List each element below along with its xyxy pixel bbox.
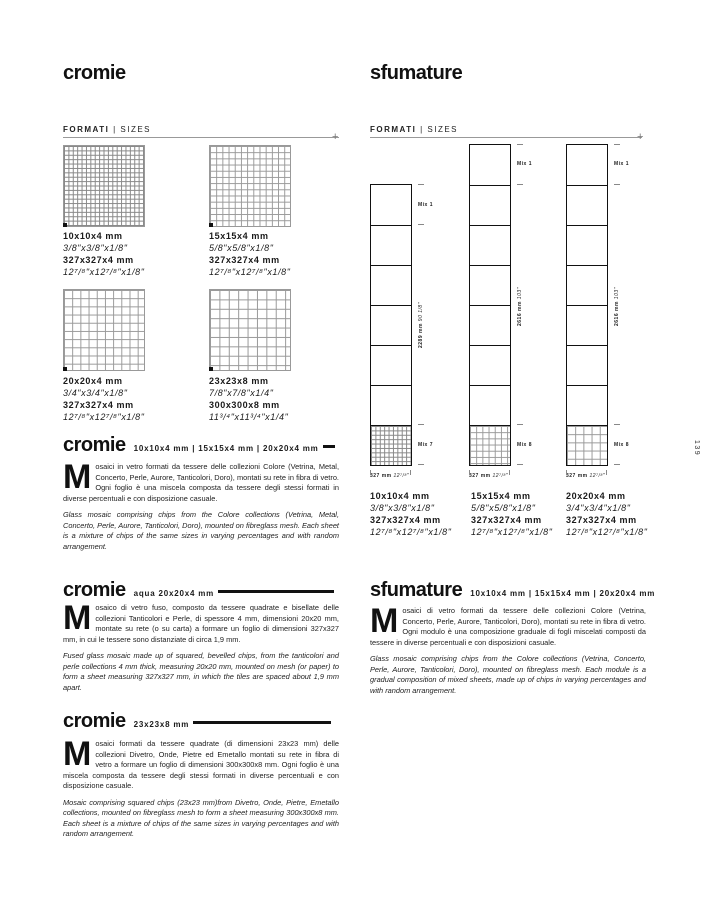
strip-segment bbox=[470, 185, 510, 186]
corner-marker bbox=[63, 367, 67, 371]
spec-line: 12⁷/⁸"x12⁷/⁸"x1/8" bbox=[471, 527, 553, 537]
spec-line: 5/8"x5/8"x1/8" bbox=[209, 243, 274, 253]
spec-line: 3/8"x3/8"x1/8" bbox=[63, 243, 128, 253]
right-sizes-rule bbox=[370, 137, 642, 138]
spec-10x10 bbox=[63, 230, 145, 278]
strip-segment bbox=[567, 225, 607, 226]
corner-marker bbox=[63, 223, 67, 227]
heading-bar bbox=[323, 445, 335, 448]
spec-line: 10x10x4 mm bbox=[63, 231, 123, 241]
english-text: Glass mosaic comprising chips from the Colore collections (Vetrina, Concerto, Perle, Aurore, Tanticolori, Doro), mounted on fibreglass mesh. Each module is a gradual composition of mixed sheets, made up of chips in varying percentages and with random arrangement. bbox=[370, 654, 646, 695]
dimension-tick bbox=[517, 464, 523, 465]
heading-bar bbox=[218, 590, 334, 593]
spec-line: 327x327x4 mm bbox=[471, 515, 542, 525]
dropcap: M bbox=[63, 735, 92, 773]
spec-line: 10x10x4 mm bbox=[370, 491, 430, 501]
strip-segment bbox=[371, 385, 411, 386]
english-text: Fused glass mosaic made up of squared, bevelled chips, from the tanticolori and perle collections 4 mm thick, measuring 20x20 mm, mounted on mesh (or paper) to form a sheet measuring 327x327 mm, in which the tiles are spaced about 1,9 mm apart. bbox=[63, 651, 339, 692]
sizes-label-separator: | bbox=[420, 125, 424, 134]
spec-line: 7/8"x7/8"x1/4" bbox=[209, 388, 274, 398]
strip-spec-15x15 bbox=[471, 490, 553, 538]
height-dimension bbox=[614, 287, 620, 326]
width-in: 12⁷/⁸" bbox=[492, 473, 509, 479]
dimension-tick bbox=[418, 424, 424, 425]
italian-text: osaici in vetro formati da tessere delle collezioni Colore (Vetrina, Metal, Concerto, Perle, Aurore, Tanticolori, Doro), montati su rete in fibra di vetro. Ogni foglio è una miscela composta da tessere degli stessi formati in diverse percentuali e con disposizione casuale. bbox=[63, 462, 339, 503]
section-cromie-heading bbox=[63, 434, 335, 457]
height-dimension bbox=[517, 287, 523, 326]
strip-segment bbox=[470, 345, 510, 346]
mix-top-label: Mix 1 bbox=[517, 161, 533, 167]
dimension-line bbox=[469, 470, 470, 475]
section-title: cromie bbox=[63, 710, 126, 732]
width-mm: 327 mm bbox=[469, 473, 491, 479]
spec-line: 327x327x4 mm bbox=[63, 400, 134, 410]
spec-line: 300x300x8 mm bbox=[209, 400, 280, 410]
swatch-23x23 bbox=[209, 289, 291, 371]
spec-line: 12⁷/⁸"x12⁷/⁸"x1/8" bbox=[566, 527, 648, 537]
spec-line: 3/8"x3/8"x1/8" bbox=[370, 503, 435, 513]
width-dimension bbox=[370, 473, 409, 479]
spec-line: 15x15x4 mm bbox=[471, 491, 531, 501]
english-text: Mosaic comprising squared chips (23x23 mm)from Divetro, Onde, Pietre, Emetallo collections, mounted on fibreglass mesh to form a sheet measuring 300x300x8 mm. Each sheet is a mixture of chips of the same sizes in varying percentages and with random arrangement. bbox=[63, 797, 339, 838]
swatch-10x10 bbox=[63, 145, 145, 227]
dimension-line bbox=[370, 470, 371, 475]
dimension-line bbox=[606, 470, 607, 475]
strip-segment bbox=[470, 225, 510, 226]
height-in: 103" bbox=[517, 287, 523, 300]
height-in: 103" bbox=[614, 287, 620, 300]
strip-segment bbox=[567, 185, 607, 186]
strip-segment bbox=[567, 385, 607, 386]
strip-sample-grid bbox=[371, 425, 411, 465]
swatch-15x15 bbox=[209, 145, 291, 227]
strip-segment bbox=[371, 345, 411, 346]
section-subtitle: 10x10x4 mm | 15x15x4 mm | 20x20x4 mm bbox=[470, 589, 656, 598]
spec-line: 5/8"x5/8"x1/8" bbox=[471, 503, 536, 513]
heading-bar bbox=[193, 721, 331, 724]
strip-segment bbox=[371, 265, 411, 266]
spec-23x23 bbox=[209, 375, 288, 423]
height-in: 90 1/8" bbox=[418, 302, 424, 322]
width-mm: 327 mm bbox=[370, 473, 392, 479]
height-mm: 2616 mm bbox=[517, 301, 523, 326]
sizes-label-bold: FORMATI bbox=[63, 125, 110, 134]
dimension-tick bbox=[614, 424, 620, 425]
section-cromie-23-body bbox=[63, 735, 339, 840]
width-dimension bbox=[469, 473, 508, 479]
section-title: cromie bbox=[63, 579, 126, 601]
section-title: cromie bbox=[63, 434, 126, 456]
spec-line: 327x327x4 mm bbox=[63, 255, 134, 265]
corner-marker bbox=[209, 367, 213, 371]
strip-mix8-a bbox=[469, 144, 511, 466]
sizes-label-bold: FORMATI bbox=[370, 125, 417, 134]
spec-line: 327x327x4 mm bbox=[209, 255, 280, 265]
strip-mix7 bbox=[370, 184, 412, 466]
dropcap: M bbox=[63, 599, 92, 637]
mix-top-label: Mix 1 bbox=[614, 161, 630, 167]
crosshair-icon: + bbox=[637, 131, 644, 143]
sizes-label-normal: SIZES bbox=[120, 125, 152, 134]
strip-spec-10x10 bbox=[370, 490, 452, 538]
dimension-tick bbox=[517, 184, 523, 185]
left-sizes-label bbox=[63, 125, 151, 134]
strip-segment bbox=[470, 305, 510, 306]
section-cromie-body bbox=[63, 458, 339, 552]
dimension-line bbox=[509, 470, 510, 475]
left-sizes-rule bbox=[63, 137, 339, 138]
dropcap: M bbox=[370, 602, 399, 640]
spec-line: 3/4"x3/4"x1/8" bbox=[63, 388, 128, 398]
sizes-label-separator: | bbox=[113, 125, 117, 134]
strip-mix8-b bbox=[566, 144, 608, 466]
dimension-line bbox=[566, 470, 567, 475]
spec-line: 11³/⁴"x11³/⁴"x1/4" bbox=[209, 412, 289, 422]
width-in: 12⁷/⁸" bbox=[589, 473, 606, 479]
italian-text: osaici di vetro formati da tessere delle collezioni Colore (Vetrina, Concerto, Perle, Aurore, Tanticolori, Doro), montati su rete in fibra di vetro. Ogni modulo è una composizione graduale di fogli miscelati composti da tessere in diverse percentuali e con disposizioni casuale. bbox=[370, 606, 646, 647]
crosshair-icon: + bbox=[332, 131, 339, 143]
strip-segment bbox=[470, 265, 510, 266]
dimension-tick bbox=[517, 424, 523, 425]
spec-line: 327x327x4 mm bbox=[566, 515, 637, 525]
strip-sample-grid bbox=[470, 425, 510, 465]
mix-bottom-label: Mix 7 bbox=[418, 442, 434, 448]
width-mm: 327 mm bbox=[566, 473, 588, 479]
section-subtitle: 23x23x8 mm bbox=[133, 720, 190, 729]
spec-15x15 bbox=[209, 230, 291, 278]
spec-line: 20x20x4 mm bbox=[566, 491, 626, 501]
swatch-20x20 bbox=[63, 289, 145, 371]
strip-segment bbox=[567, 345, 607, 346]
section-cromie-aqua-heading bbox=[63, 579, 334, 602]
spec-line: 3/4"x3/4"x1/8" bbox=[566, 503, 631, 513]
strip-segment bbox=[567, 305, 607, 306]
dimension-tick bbox=[517, 144, 523, 145]
italian-text: osaici formati da tessere quadrate (di dimensioni 23x23 mm) delle collezioni Divetro, Onde, Pietre ed Emetallo montati su rete in fibra di vetro a formare un foglio di dimensioni 300x300x8 mm. Ogni foglio è una miscela composta da tessere degli stessi formati in diverse percentuali e con disposizione casuale. bbox=[63, 739, 339, 790]
strip-segment bbox=[567, 265, 607, 266]
spec-20x20 bbox=[63, 375, 145, 423]
mix-bottom-label: Mix 8 bbox=[614, 442, 630, 448]
section-cromie-aqua-body bbox=[63, 599, 339, 693]
height-dimension bbox=[418, 302, 424, 348]
dimension-line bbox=[410, 470, 411, 475]
spec-line: 20x20x4 mm bbox=[63, 376, 123, 386]
section-cromie-23-heading bbox=[63, 710, 331, 733]
right-sizes-label bbox=[370, 125, 458, 134]
height-mm: 2289 mm bbox=[418, 323, 424, 348]
section-subtitle: aqua 20x20x4 mm bbox=[133, 589, 215, 598]
width-dimension bbox=[566, 473, 605, 479]
strip-segment bbox=[371, 225, 411, 226]
dimension-tick bbox=[614, 464, 620, 465]
spec-line: 12⁷/⁸"x12⁷/⁸"x1/8" bbox=[209, 267, 291, 277]
section-title: sfumature bbox=[370, 579, 463, 601]
strip-segment bbox=[371, 305, 411, 306]
dropcap: M bbox=[63, 458, 92, 496]
page-number: 139 bbox=[693, 440, 700, 457]
dimension-tick bbox=[614, 144, 620, 145]
right-page-title: sfumature bbox=[370, 62, 463, 84]
english-text: Glass mosaic comprising chips from the Colore collections (Vetrina, Metal, Concerto, Perle, Aurore, Tanticolori, Doro), mounted on fibreglass mesh. Each sheet is a mixture of chips of the same sizes in varying percentages and with random arrangement. bbox=[63, 510, 339, 551]
left-page-title: cromie bbox=[63, 62, 126, 84]
section-sfumature-heading bbox=[370, 579, 655, 602]
italian-text: osaico di vetro fuso, composto da tessere quadrate e bisellate delle collezioni Tanticolori e Perle, di spessore 4 mm, dimensioni 20x20 mm, montate su rete (o su carta) a formare un foglio di dimensioni 327x327 mm, in cui le tessere sono distanziate di circa 1,9 mm. bbox=[63, 603, 339, 644]
dimension-tick bbox=[418, 464, 424, 465]
height-mm: 2616 mm bbox=[614, 301, 620, 326]
dimension-tick bbox=[418, 184, 424, 185]
section-sfumature-body bbox=[370, 602, 646, 696]
corner-marker bbox=[209, 223, 213, 227]
sizes-label-normal: SIZES bbox=[427, 125, 459, 134]
strip-segment bbox=[470, 385, 510, 386]
section-subtitle: 10x10x4 mm | 15x15x4 mm | 20x20x4 mm bbox=[133, 444, 319, 453]
mix-bottom-label: Mix 8 bbox=[517, 442, 533, 448]
spec-line: 23x23x8 mm bbox=[209, 376, 269, 386]
strip-spec-20x20 bbox=[566, 490, 648, 538]
spec-line: 12⁷/⁸"x12⁷/⁸"x1/8" bbox=[370, 527, 452, 537]
dimension-tick bbox=[614, 184, 620, 185]
width-in: 12⁷/⁸" bbox=[393, 473, 410, 479]
spec-line: 12⁷/⁸"x12⁷/⁸"x1/8" bbox=[63, 267, 145, 277]
strip-sample-grid bbox=[567, 425, 607, 465]
dimension-tick bbox=[418, 224, 424, 225]
spec-line: 327x327x4 mm bbox=[370, 515, 441, 525]
spec-line: 15x15x4 mm bbox=[209, 231, 269, 241]
spec-line: 12⁷/⁸"x12⁷/⁸"x1/8" bbox=[63, 412, 145, 422]
mix-top-label: Mix 1 bbox=[418, 202, 434, 208]
